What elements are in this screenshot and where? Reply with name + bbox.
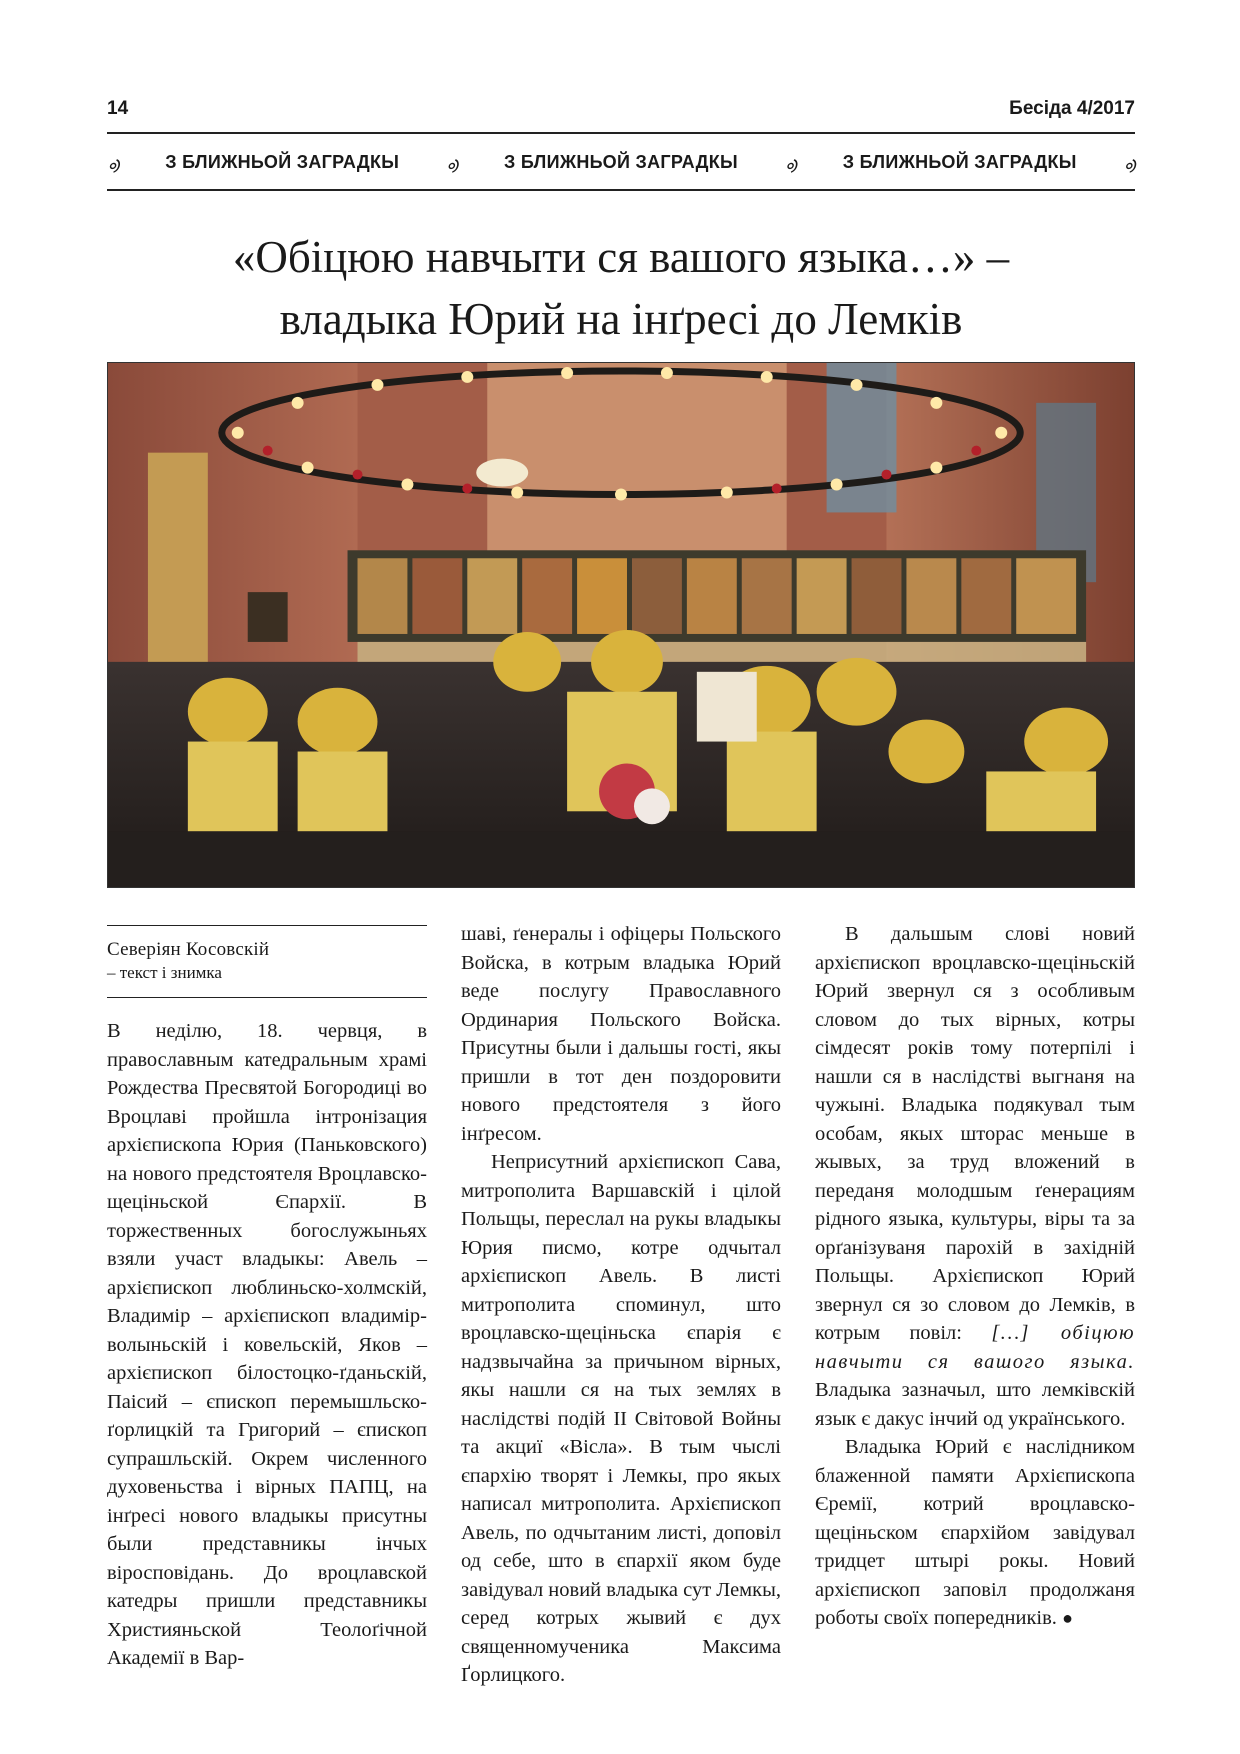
page-number: 14	[107, 98, 129, 119]
article-column-2	[461, 920, 781, 1690]
header-rule-bottom	[107, 189, 1135, 191]
paragraph: шаві, ґенералы і офіцеры Польского Войска, в котрым владыка Юрий веде послугу Православного Ординария Польского Войска. Присутны были і дальшы гості, якы пришли в тот ден поздоровити нового предстоятеля з його інґресом.	[461, 923, 781, 1145]
paragraph: Неприсутний архієпископ Сава, митрополита Варшавскій і цілой Польщы, переслал на рукы владыкы Юрия писмо, котре одчытал архієпископ Авель. В листі митрополита споминул, што вроцлавско-щеціньска єпарія є надзвычайна за причыном вірных, якы нашли ся на тых землях в наслідстві подій ІІ Світовой Войны та акциї «Вісла». В тым чыслі єпархію творят і Лемкы, про якых написал митрополита. Архієпископ Авель, по одчытаним листі, доповіл од себе, што в єпархії яком буде завідувал новий владыка сут Лемкы, серед котрых жывий є дух священномученика Максима Ґорлицкого.	[461, 1151, 781, 1686]
ornament-icon: ᢀ	[107, 154, 119, 179]
paragraph-text: Владыка зазначыл, што лемківскій язык є дакус інчий од українського.	[815, 1379, 1135, 1430]
article-headline	[107, 226, 1135, 350]
paragraph	[815, 920, 1135, 1433]
section-label: З БЛИЖНЬОЙ ЗАГРАДКЫ	[842, 151, 1077, 172]
paragraph: В неділю, 18. червця, в православным катедральным храмі Рождества Пресвятой Богородиці во Вроцлаві пройшла інтронізация архієпископа Юрия (Паньковского) на нового предстоятеля Вроцлавско-щеціньской Єпархії. В торжественных богослужыньях взяли участ владыкы: Авель – архієпископ люблиньско-холмскій, Владимір – архієпископ владимір-волыньскій і ковельскій, Яков – архієпископ білостоцко-ґданьскій, Паісий – єпископ перемышльско-ґорлицкій та Григорий – єпископ супрашльскій. Окрем численного духовеньства і вірных ПАПЦ, на інґресі нового владыкы присутны были представникы інчых віросповідань. До вроцлавской катедры пришли представникы Християньской Теолоґічной Академії в Вар-	[107, 1020, 427, 1669]
paragraph-text: Владыка Юрий є наслідником блаженной памяти Архієпископа Єремії, котрий вроцлавско-щеціньском єпархійом завідувал тридцет штырі рокы. Новий архієпископ заповіл продолжаня роботы своїх попередників.	[815, 1436, 1135, 1629]
article-column-3	[815, 920, 1135, 1633]
issue-label: Бесіда 4/2017	[1009, 98, 1135, 119]
ornament-icon: ᢀ	[445, 154, 458, 179]
byline-name: Северіян Косовскій	[107, 939, 270, 960]
article-photo	[107, 362, 1135, 888]
byline-rule-top	[107, 925, 427, 926]
headline-line-1: «Обіцюю навчыти ся вашого языка…» –	[232, 232, 1010, 282]
article-column-1	[107, 1017, 427, 1673]
quote: […] обіцюю навчыти ся вашого языка.	[815, 1322, 1136, 1373]
section-label: З БЛИЖНЬОЙ ЗАГРАДКЫ	[165, 151, 400, 172]
headline-line-2: владыка Юрий на інґресі до Лемків	[279, 294, 963, 344]
ornament-icon: ᢀ	[784, 154, 797, 179]
section-band	[107, 146, 1135, 178]
paragraph	[815, 1433, 1135, 1633]
header-rule-top	[107, 132, 1135, 134]
church-interior-photo	[108, 363, 1134, 887]
section-label: З БЛИЖНЬОЙ ЗАГРАДКЫ	[503, 151, 738, 172]
end-of-article-icon: ●	[1062, 1608, 1073, 1628]
byline-role: – текст і знимка	[107, 963, 222, 982]
paragraph-text: В дальшым слові новий архієпископ вроцлавско-щеціньскій Юрий звернул ся з особливым словом до тых вірных, котры сімдесят років тому потерпілі і нашли ся в наслідстві выгнаня на чужыні. Владыка подякувал тым особам, якых шторас меньше в жывых, за труд вложений в переданя молодшым ґенерациям рідного языка, культуры, віры та за орґанізуваня парохій в західній Польщы. Архієпископ Юрий звернул ся зо словом до Лемків, в котрым повіл:	[815, 923, 1135, 1344]
page-header	[107, 94, 1135, 124]
byline-rule-bottom	[107, 997, 427, 998]
byline	[107, 925, 427, 998]
ornament-icon: ᢀ	[1123, 154, 1135, 179]
